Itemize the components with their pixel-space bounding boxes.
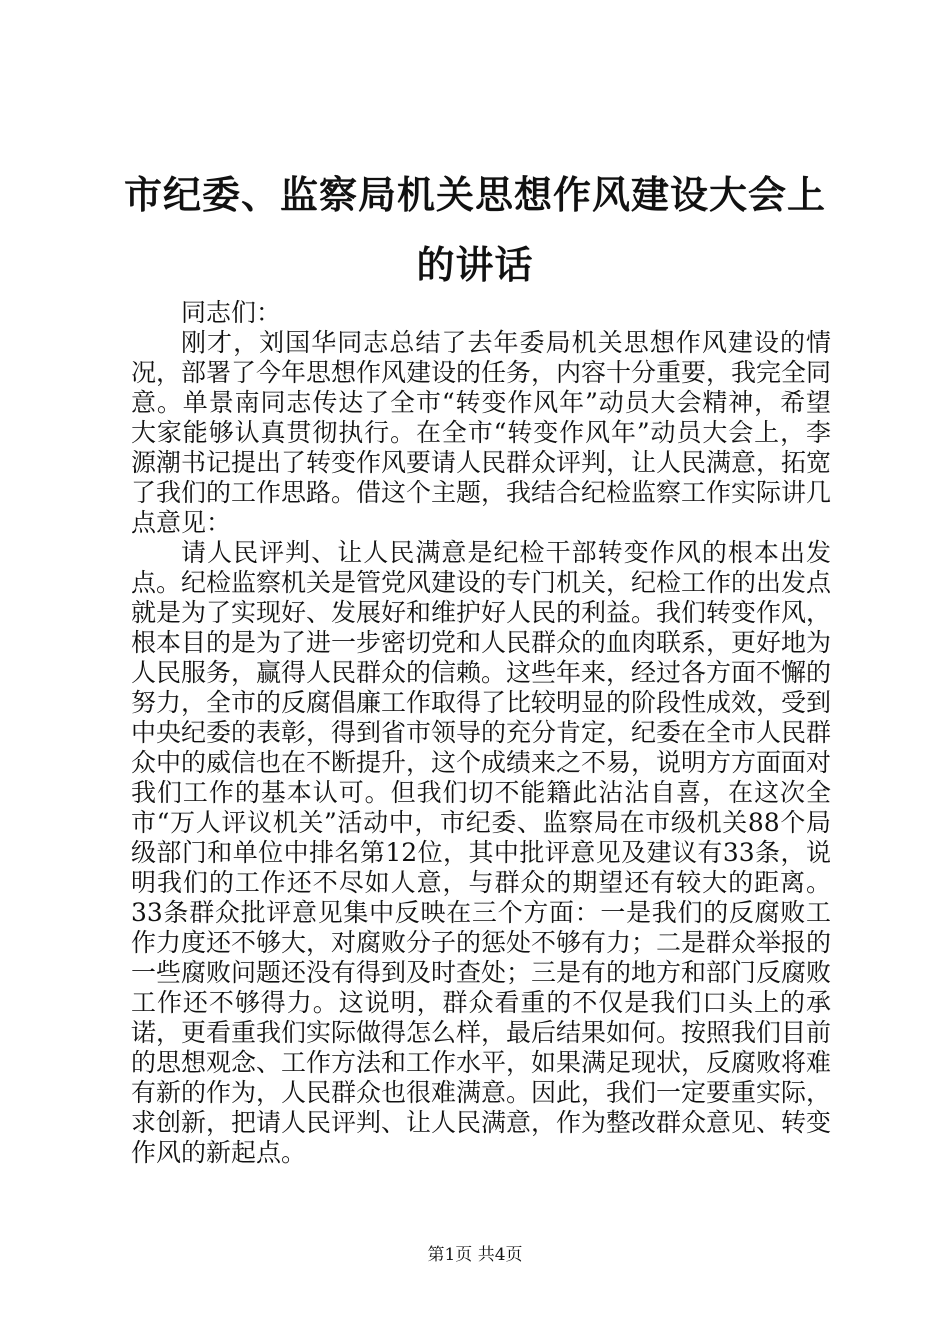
paragraph-1: 刚才，刘国华同志总结了去年委局机关思想作风建设的情况，部署了今年思想作风建设的任务，内容十分重要，我完全同意。单景南同志传达了全市“转变作风年”动员大会精神，希望大家能够认真贯彻执行。在全市“转变作风年”动员大会上，李源潮书记提出了转变作风要请人民群众评判，让人民满意，拓宽了我们的工作思路。借这个主题，我结合纪检监察工作实际讲几点意见： (131, 328, 832, 537)
document-body (131, 298, 831, 1168)
paragraph-2: 请人民评判、让人民满意是纪检干部转变作风的根本出发点。纪检监察机关是管党风建设的专门机关，纪检工作的出发点就是为了实现好、发展好和维护好人民的利益。我们转变作风，根本目的是为了进一步密切党和人民群众的血肉联系，更好地为人民服务，赢得人民群众的信赖。这些年来，经过各方面不懈的努力，全市的反腐倡廉工作取得了比较明显的阶段性成效，受到中央纪委的表彰，得到省市领导的充分肯定，纪委在全市人民群众中的威信也在不断提升，这个成绩来之不易，说明方方面面对我们工作的基本认可。但我们切不能籍此沾沾自喜，在这次全市“万人评议机关”活动中，市纪委、监察局在市级机关88个局级部门和单位中排名第12位，其中批评意见及建议有33条，说明我们的工作还不尽如人意，与群众的期望还有较大的距离。33条群众批评意见集中反映在三个方面：一是我们的反腐败工作力度还不够大，对腐败分子的惩处不够有力；二是群众举报的一些腐败问题还没有得到及时查处；三是有的地方和部门反腐败工作还不够得力。这说明，群众看重的不仅是我们口头上的承诺，更看重我们实际做得怎么样，最后结果如何。按照我们目前的思想观念、工作方法和工作水平，如果满足现状，反腐败将难有新的作为，人民群众也很难满意。因此，我们一定要重实际，求创新，把请人民评判、让人民满意，作为整改群众意见、转变作风的新起点。 (131, 538, 832, 1167)
document-title: 市纪委、监察局机关思想作风建设大会上的讲话 (123, 172, 826, 287)
salutation: 同志们： (181, 298, 282, 327)
page-footer: 第1页 共4页 (427, 1245, 523, 1265)
